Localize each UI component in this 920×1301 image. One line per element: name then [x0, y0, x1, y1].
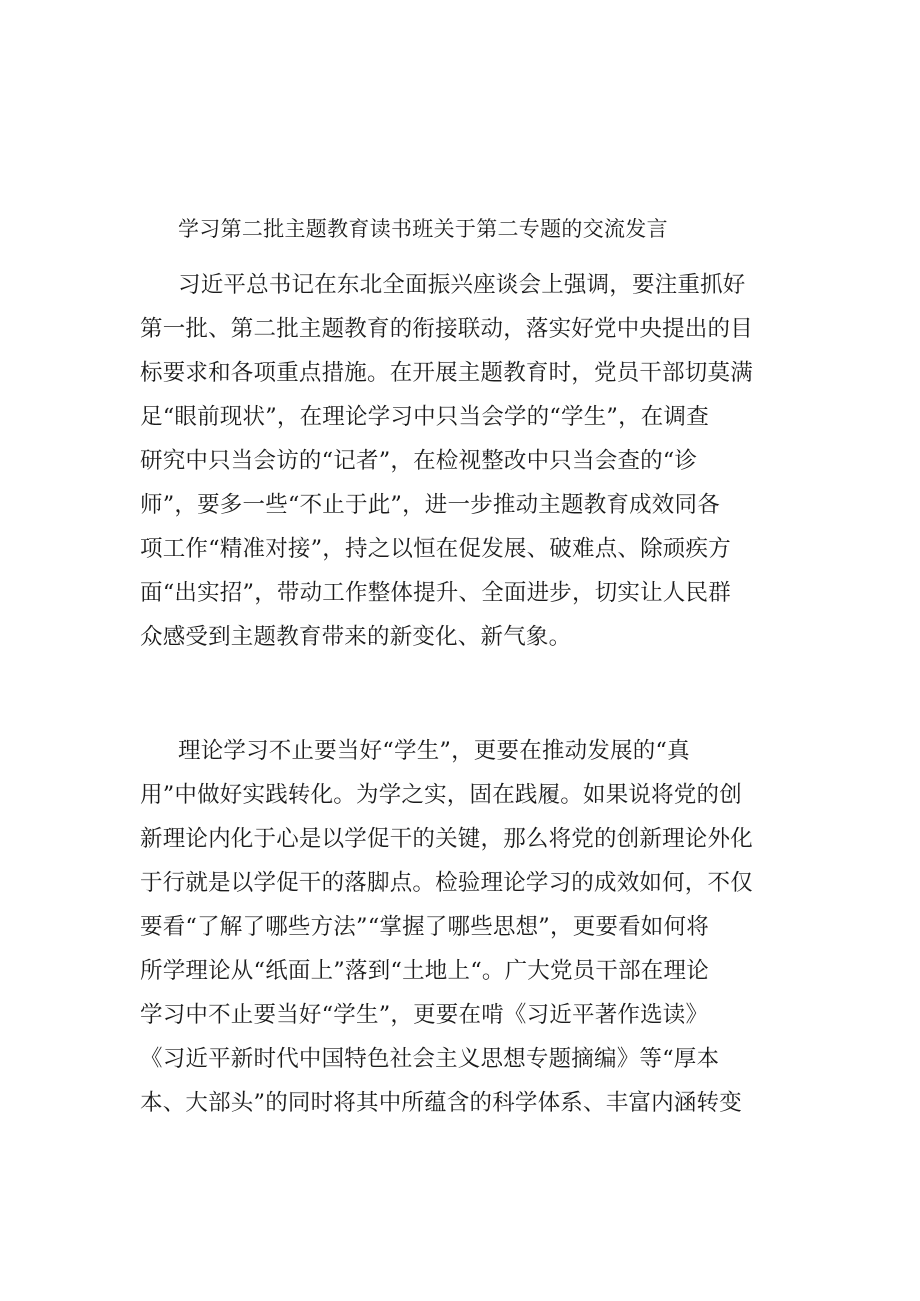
paragraph-line: 众感受到主题教育带来的新变化、新气象。: [140, 624, 572, 650]
paragraph-line: 项工作“精准对接”，持之以恒在促发展、破难点、除顽疾方: [140, 536, 731, 562]
paragraph-line: 研究中只当会访的“记者”，在检视整改中只当会查的“诊: [140, 448, 698, 474]
paragraph-line: 足“眼前现状”，在理论学习中只当会学的“学生”，在调查: [140, 404, 709, 430]
paragraph-line: 要看“了解了哪些方法”“掌握了哪些思想”，更要看如何将: [140, 914, 709, 940]
paragraph-line: 标要求和各项重点措施。在开展主题教育时，党员干部切莫满: [140, 360, 753, 386]
paragraph-line: 所学理论从“纸面上”落到“土地上“。广大党员干部在理论: [140, 958, 709, 984]
paragraph-line: 师”，要多一些“不止于此”，进一步推动主题教育成效同各: [140, 492, 720, 518]
paragraph-line: 理论学习不止要当好“学生”，更要在推动发展的“真: [178, 738, 690, 764]
paragraph-line: 第一批、第二批主题教育的衔接联动，落实好党中央提出的目: [140, 316, 753, 342]
paragraph-line: 新理论内化于心是以学促干的关键，那么将党的创新理论外化: [140, 826, 753, 852]
paragraph-line: 学习中不止要当好“学生”，更要在啃《习近平著作选读》: [140, 1002, 709, 1028]
paragraph-line: 习近平总书记在东北全面振兴座谈会上强调，要注重抓好: [178, 272, 746, 298]
paragraph-line: 用”中做好实践转化。为学之实，固在践履。如果说将党的创: [140, 782, 742, 808]
paragraph-line: 于行就是以学促干的落脚点。检验理论学习的成效如何，不仅: [140, 870, 753, 896]
paragraph-1: [140, 263, 766, 659]
paragraph-line: 《习近平新时代中国特色社会主义思想专题摘编》等“厚本: [140, 1046, 720, 1072]
paragraph-line: 面“出实招”，带动工作整体提升、全面进步，切实让人民群: [140, 580, 731, 606]
document-title: 学习第二批主题教育读书班关于第二专题的交流发言: [178, 217, 668, 241]
paragraph-2: [140, 729, 766, 1125]
paragraph-line: 本、大部头”的同时将其中所蕴含的科学体系、丰富内涵转变: [140, 1090, 742, 1116]
